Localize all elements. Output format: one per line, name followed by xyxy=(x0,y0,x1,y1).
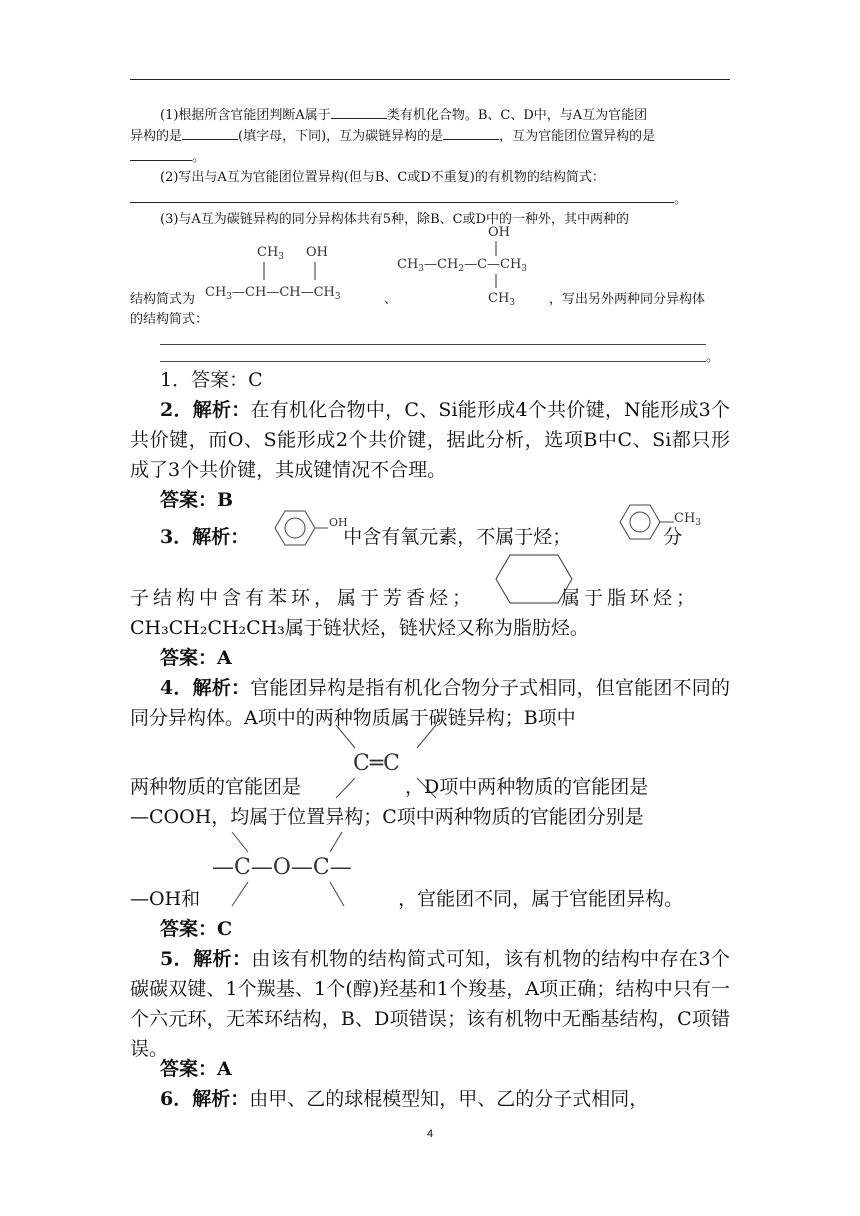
structure-label: 结构简式为 xyxy=(130,292,196,307)
svg-text:CH3—CH2—C—CH3: $CH_3—CH_2—C—CH_3$ xyxy=(397,257,528,274)
answer-3-line-1: 3．解析： 中含有氧元素，不属于烃； 分 xyxy=(160,526,683,548)
svg-text:CH3—CH—CH—CH3: $CH_3—CH—CH—CH_3$ xyxy=(205,285,341,302)
answer-5-analysis: 5．解析：由该有机物的结构简式可知，该有机物的结构中存在3个碳碳双键、1个羰基、1个(醇)羟基和1个羧基，A项正确；结构中只有一个六元环，无苯环结构，B、D项错误；该有机物中无酯基结构，C项错误。 xyxy=(130,948,730,1060)
phenol-structure xyxy=(268,506,358,550)
answer-4-line-2: 两种物质的官能团是 ，D项中两种物质的官能团是 xyxy=(130,776,649,798)
header-rule xyxy=(130,79,730,80)
answer-1: 1．答案：C xyxy=(160,369,263,391)
answer-4-analysis: 4．解析：官能团异构是指有机化合物分子式相同，但官能团不同的同分异构体。A项中的两种物质属于碳链异构；B项中 xyxy=(130,677,730,729)
question-part-2: (2)写出与A互为官能团位置异构(但与B、C或D不重复)的有机物的结构简式： xyxy=(160,170,605,185)
answer-3-key: 答案：A xyxy=(160,647,232,669)
answer-blank-line-2 xyxy=(160,361,706,362)
svg-text:—C—O—C—: —C—O—C— xyxy=(212,855,352,880)
svg-text:CH3: $CH_3$ xyxy=(674,511,702,528)
question-part-3: (3)与A互为碳链异构的同分异构体共有5种，除B、C或D中的一种外，其中两种的 xyxy=(160,212,629,227)
answer-6-analysis: 6．解析：由甲、乙的球棍模型知，甲、乙的分子式相同， xyxy=(160,1088,649,1110)
answer-2-analysis: 2．解析：在有机化合物中，C、Si能形成4个共价键，N能形成3个共价键，而O、S能形成2个共价键，据此分析，选项B中C、Si都只形成了3个共价键，其成键情况不合理。 xyxy=(130,399,730,481)
answer-3-line-2: 子结构中含有苯环，属于芳香烃； 属于脂环烃； xyxy=(130,587,700,609)
svg-text:CH3: $CH_3$ xyxy=(488,291,516,306)
question-part-3-end: 的结构简式： xyxy=(130,312,209,327)
svg-text:OH: OH xyxy=(306,245,328,260)
structure-2-methylbutanol xyxy=(205,232,385,304)
answer-2-key: 答案：B xyxy=(160,489,234,511)
answer-4-key: 答案：C xyxy=(160,918,233,940)
question-part-1-end: 。 xyxy=(130,146,730,168)
svg-text:CH3: $CH_3$ xyxy=(257,245,285,262)
cyclohexane-structure xyxy=(492,553,576,605)
question-part-1-cont: 异构的是 (填字母，下同)，互为碳链异构的是 ，互为官能团位置异构的是 xyxy=(130,125,730,147)
svg-text:C═C: C═C xyxy=(353,751,400,776)
answer-blank-period: 。 xyxy=(706,350,720,365)
question-part-1: (1)根据所含官能团判断A属于 类有机化合物。B、C、D中，与A互为官能团 xyxy=(130,104,730,126)
answer-blank-line-1 xyxy=(160,344,706,345)
answer-3-line-3: CH₃CH₂CH₂CH₃属于链状烃，链状烃又称为脂肪烃。 xyxy=(130,617,589,639)
question-part-2-blank: 。 xyxy=(130,188,730,210)
structure-separator: 、 xyxy=(384,292,398,307)
structure-2-methyl-2-butanol xyxy=(397,220,557,306)
answer-4-line-3: —COOH，均属于位置异构；C项中两种物质的官能团分别是 xyxy=(130,806,644,828)
answer-4-line-4: —OH和 ，官能团不同，属于官能团异构。 xyxy=(130,888,684,910)
toluene-structure xyxy=(616,500,710,544)
svg-text:OH: OH xyxy=(329,516,348,529)
answer-5-key: 答案：A xyxy=(160,1058,232,1080)
question-part-3-tail: ，写出另外两种同分异构体 xyxy=(549,292,706,307)
page-number: 4 xyxy=(426,1128,434,1140)
svg-text:OH: OH xyxy=(488,225,510,240)
